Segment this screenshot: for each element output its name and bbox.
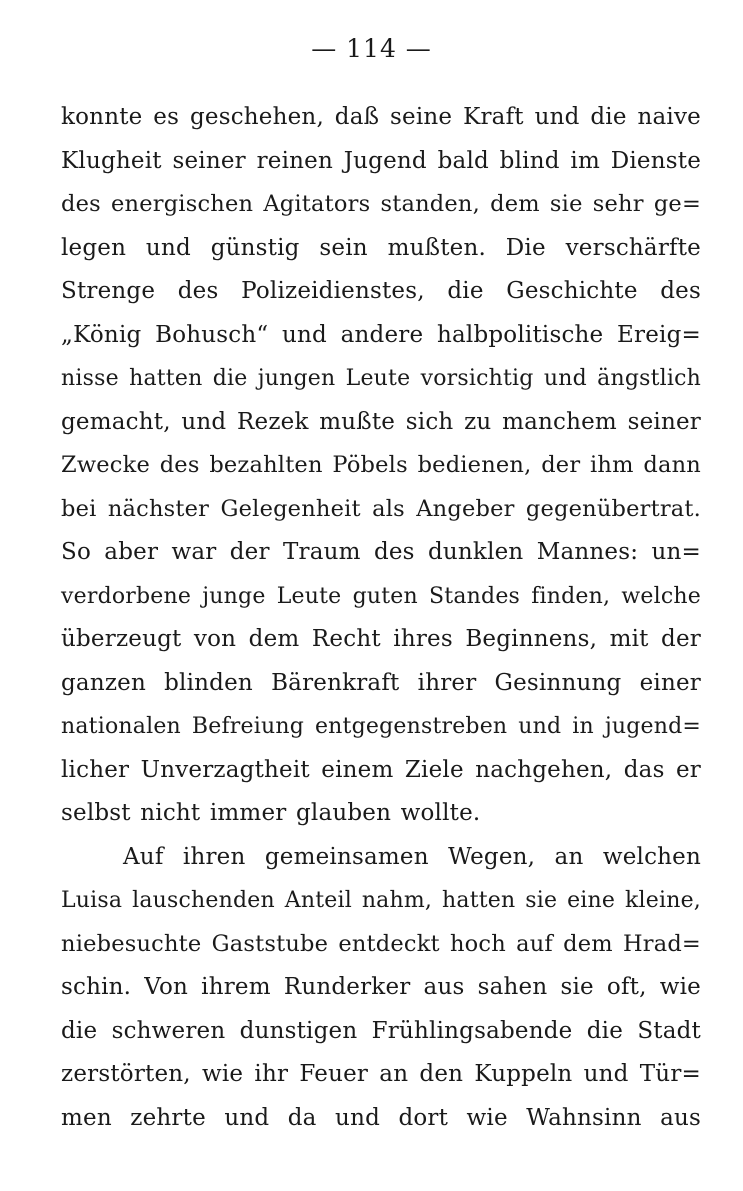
body-text — [61, 96, 701, 1140]
text-line: men zehrte und da und dort wie Wahnsinn aus — [61, 1104, 701, 1131]
text-line: licher Unverzagtheit einem Ziele nachgehen, das er — [61, 756, 701, 783]
text-line: nisse hatten die jungen Leute vorsichtig und ängstlich — [61, 366, 701, 391]
text-line: Zwecke des bezahlten Pöbels bedienen, der ihm dann — [61, 452, 701, 478]
text-line: gemacht, und Rezek mußte sich zu manchem seiner — [61, 408, 701, 435]
text-line: schin. Von ihrem Runderker aus sahen sie oft, wie — [61, 974, 701, 1000]
paragraph-end-line: selbst nicht immer glauben wollte. — [61, 800, 481, 826]
text-line: Luisa lauschenden Anteil nahm, hatten sie eine kleine, — [61, 888, 701, 913]
text-line: zerstörten, wie ihr Feuer an den Kuppeln und Tür= — [61, 1061, 701, 1087]
text-line: legen und günstig sein mußten. Die verschärfte — [61, 234, 701, 261]
text-line: bei nächster Gelegenheit als Angeber gegenübertrat. — [61, 495, 701, 522]
text-line: ganzen blinden Bärenkraft ihrer Gesinnung einer — [61, 669, 701, 696]
text-line: So aber war der Traum des dunklen Mannes: un= — [61, 539, 701, 565]
text-line: Strenge des Polizeidienstes, die Geschichte des — [61, 278, 701, 304]
text-line: konnte es geschehen, daß seine Kraft und die naive — [61, 104, 701, 130]
page-number-header: — 114 — — [311, 34, 432, 63]
text-line: überzeugt von dem Recht ihres Beginnens, mit der — [61, 626, 701, 652]
text-line: Klugheit seiner reinen Jugend bald blind im Dienste — [61, 147, 701, 174]
paragraph-start-line: Auf ihren gemeinsamen Wegen, an welchen — [123, 843, 701, 870]
text-line: nationalen Befreiung entgegenstreben und in jugend= — [61, 714, 701, 739]
text-line: die schweren dunstigen Frühlingsabende die Stadt — [61, 1017, 701, 1044]
text-line: niebesuchte Gaststube entdeckt hoch auf dem Hrad= — [61, 930, 701, 957]
text-line: verdorbene junge Leute guten Standes finden, welche — [61, 583, 701, 609]
text-line: „König Bohusch“ und andere halbpolitische Ereig= — [61, 321, 701, 348]
text-line: des energischen Agitators standen, dem sie sehr ge= — [61, 191, 701, 217]
